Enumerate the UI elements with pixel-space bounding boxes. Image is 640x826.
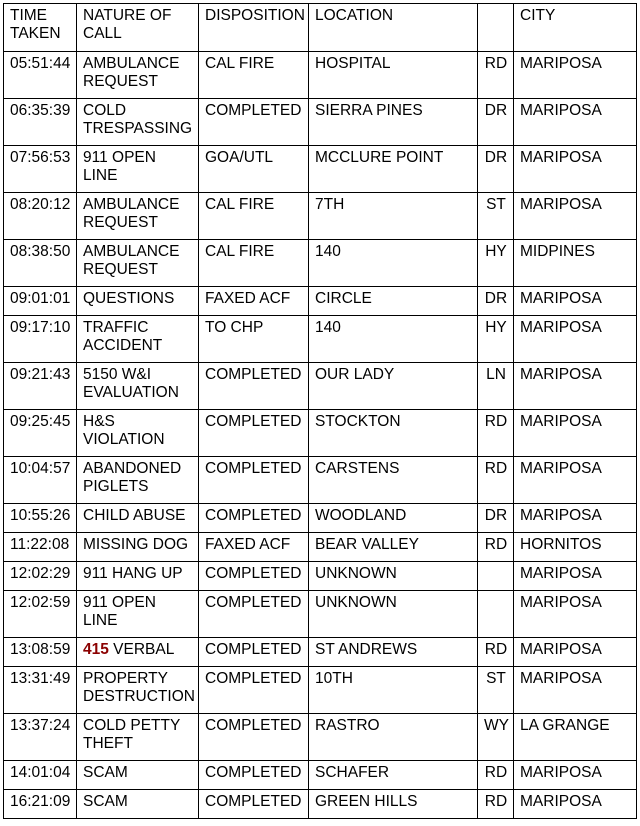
cell-nature: ABANDONED PIGLETS [77,457,199,504]
cell-suffix [478,591,514,638]
table-row [4,316,637,363]
cell-location: 140 [309,316,478,363]
cell-time: 06:35:39 [4,99,77,146]
cell-disposition: CAL FIRE [199,193,309,240]
table-row [4,533,637,562]
table-row [4,287,637,316]
cell-city: MARIPOSA [514,504,637,533]
cell-city: MARIPOSA [514,638,637,667]
call-log-table [3,3,637,819]
cell-time: 08:38:50 [4,240,77,287]
cell-time: 05:51:44 [4,52,77,99]
cell-nature: SCAM [77,761,199,790]
cell-city: MARIPOSA [514,287,637,316]
cell-suffix: LN [478,363,514,410]
nature-text: VERBAL [108,641,175,658]
header-suffix [478,4,514,52]
header-nature: NATURE OF CALL [77,4,199,52]
table-row [4,193,637,240]
cell-city: HORNITOS [514,533,637,562]
cell-city: MARIPOSA [514,193,637,240]
cell-time: 13:37:24 [4,714,77,761]
cell-nature [77,638,199,667]
cell-city: MARIPOSA [514,790,637,819]
cell-city: MARIPOSA [514,667,637,714]
table-row [4,714,637,761]
cell-city: MARIPOSA [514,99,637,146]
cell-suffix: HY [478,316,514,363]
table-row [4,638,637,667]
cell-nature: 911 OPEN LINE [77,146,199,193]
header-location: LOCATION [309,4,478,52]
cell-time: 08:20:12 [4,193,77,240]
cell-suffix: RD [478,533,514,562]
table-row [4,146,637,193]
cell-time: 14:01:04 [4,761,77,790]
cell-disposition: FAXED ACF [199,533,309,562]
cell-suffix: DR [478,99,514,146]
cell-disposition: COMPLETED [199,457,309,504]
table-header-row [4,4,637,52]
cell-time: 12:02:29 [4,562,77,591]
cell-time: 09:17:10 [4,316,77,363]
cell-disposition: CAL FIRE [199,240,309,287]
cell-nature: PROPERTY DESTRUCTION [77,667,199,714]
table-row [4,99,637,146]
cell-disposition: COMPLETED [199,99,309,146]
cell-disposition: COMPLETED [199,761,309,790]
table-row [4,790,637,819]
cell-nature: 911 HANG UP [77,562,199,591]
cell-time: 13:08:59 [4,638,77,667]
cell-location: MCCLURE POINT [309,146,478,193]
cell-time: 10:04:57 [4,457,77,504]
cell-city: MARIPOSA [514,761,637,790]
cell-disposition: COMPLETED [199,714,309,761]
cell-location: UNKNOWN [309,591,478,638]
cell-suffix: RD [478,457,514,504]
table-row [4,457,637,504]
cell-suffix: ST [478,193,514,240]
header-city: CITY [514,4,637,52]
cell-city: MARIPOSA [514,562,637,591]
cell-suffix: DR [478,287,514,316]
cell-time: 13:31:49 [4,667,77,714]
cell-location: SIERRA PINES [309,99,478,146]
cell-nature: MISSING DOG [77,533,199,562]
cell-disposition: CAL FIRE [199,52,309,99]
cell-nature: TRAFFIC ACCIDENT [77,316,199,363]
cell-nature: 5150 W&I EVALUATION [77,363,199,410]
cell-time: 12:02:59 [4,591,77,638]
cell-location: RASTRO [309,714,478,761]
table-row [4,667,637,714]
cell-disposition: COMPLETED [199,562,309,591]
cell-suffix: DR [478,504,514,533]
cell-disposition: COMPLETED [199,410,309,457]
cell-disposition: COMPLETED [199,638,309,667]
cell-time: 09:25:45 [4,410,77,457]
cell-location: BEAR VALLEY [309,533,478,562]
cell-time: 09:21:43 [4,363,77,410]
cell-disposition: FAXED ACF [199,287,309,316]
cell-city: MIDPINES [514,240,637,287]
cell-disposition: TO CHP [199,316,309,363]
cell-disposition: COMPLETED [199,591,309,638]
table-row [4,410,637,457]
cell-time: 16:21:09 [4,790,77,819]
cell-suffix: RD [478,52,514,99]
cell-location: 7TH [309,193,478,240]
cell-nature: COLD TRESPASSING [77,99,199,146]
cell-nature: COLD PETTY THEFT [77,714,199,761]
cell-disposition: COMPLETED [199,504,309,533]
cell-disposition: COMPLETED [199,363,309,410]
cell-suffix: RD [478,410,514,457]
cell-city: MARIPOSA [514,316,637,363]
cell-city: LA GRANGE [514,714,637,761]
cell-city: MARIPOSA [514,146,637,193]
cell-suffix: WY [478,714,514,761]
cell-city: MARIPOSA [514,591,637,638]
table-row [4,240,637,287]
table-row [4,591,637,638]
cell-disposition: GOA/UTL [199,146,309,193]
cell-nature: AMBULANCE REQUEST [77,240,199,287]
cell-location: CARSTENS [309,457,478,504]
cell-location: ST ANDREWS [309,638,478,667]
cell-nature: SCAM [77,790,199,819]
cell-city: MARIPOSA [514,363,637,410]
cell-location: SCHAFER [309,761,478,790]
cell-disposition: COMPLETED [199,790,309,819]
table-row [4,504,637,533]
cell-location: 10TH [309,667,478,714]
cell-location: UNKNOWN [309,562,478,591]
table-row [4,761,637,790]
cell-location: HOSPITAL [309,52,478,99]
cell-location: WOODLAND [309,504,478,533]
table-row [4,562,637,591]
cell-nature: QUESTIONS [77,287,199,316]
cell-suffix: ST [478,667,514,714]
cell-time: 10:55:26 [4,504,77,533]
cell-disposition: COMPLETED [199,667,309,714]
cell-suffix: RD [478,761,514,790]
cell-suffix: DR [478,146,514,193]
table-row [4,363,637,410]
cell-location: STOCKTON [309,410,478,457]
penal-code-label: 415 [83,641,109,658]
cell-city: MARIPOSA [514,410,637,457]
cell-suffix [478,562,514,591]
cell-location: 140 [309,240,478,287]
cell-time: 07:56:53 [4,146,77,193]
cell-nature: AMBULANCE REQUEST [77,52,199,99]
header-time: TIME TAKEN [4,4,77,52]
cell-nature: CHILD ABUSE [77,504,199,533]
cell-location: OUR LADY [309,363,478,410]
cell-suffix: RD [478,790,514,819]
cell-location: GREEN HILLS [309,790,478,819]
table-row [4,52,637,99]
cell-time: 09:01:01 [4,287,77,316]
cell-city: MARIPOSA [514,457,637,504]
cell-time: 11:22:08 [4,533,77,562]
cell-nature: H&S VIOLATION [77,410,199,457]
cell-suffix: RD [478,638,514,667]
cell-location: CIRCLE [309,287,478,316]
cell-city: MARIPOSA [514,52,637,99]
header-disposition: DISPOSITION [199,4,309,52]
cell-nature: AMBULANCE REQUEST [77,193,199,240]
cell-suffix: HY [478,240,514,287]
cell-nature: 911 OPEN LINE [77,591,199,638]
